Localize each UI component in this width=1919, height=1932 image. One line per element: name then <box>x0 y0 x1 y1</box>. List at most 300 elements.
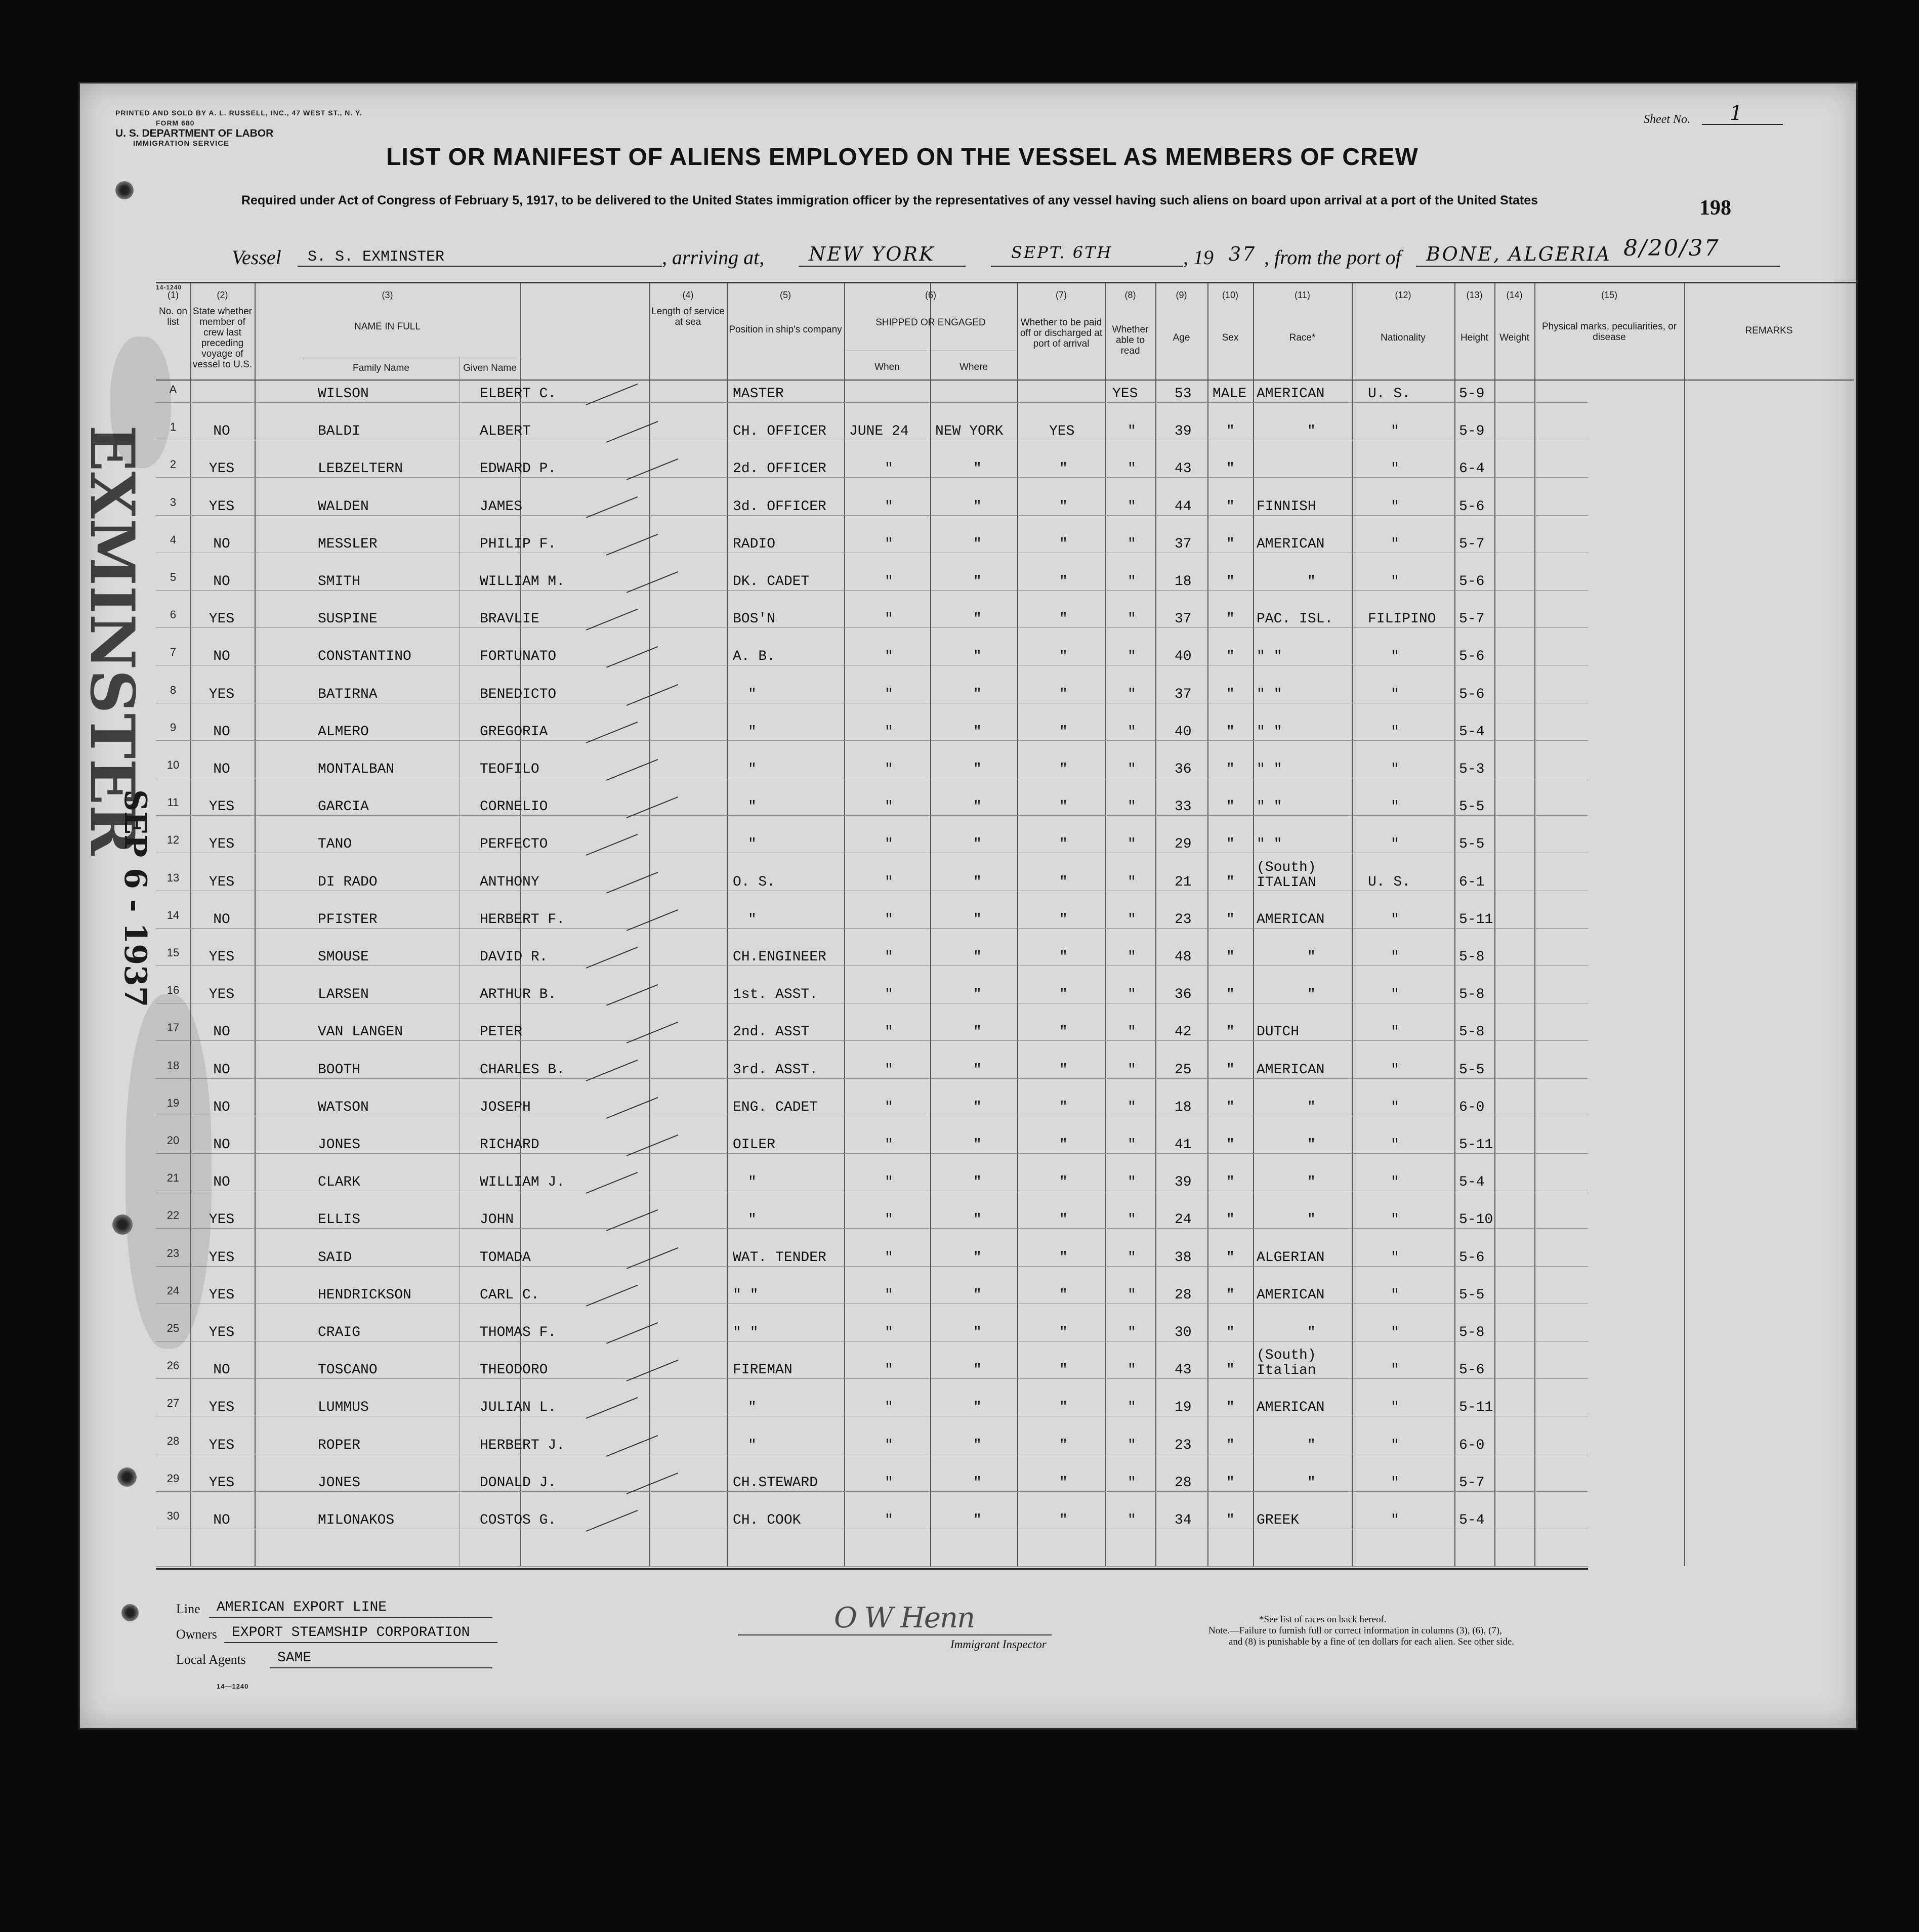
cell-height: 5-4 <box>1459 1174 1485 1191</box>
row-number: 26 <box>166 1359 180 1372</box>
cell-read: " <box>1128 949 1136 965</box>
agents-value: SAME <box>277 1650 312 1666</box>
cell-race: " <box>1307 987 1316 1003</box>
row-number: 19 <box>166 1096 180 1109</box>
cell-nat: " <box>1391 1475 1399 1491</box>
cell-when: " <box>885 874 893 890</box>
cell-nat: " <box>1391 1212 1399 1228</box>
sheet-number-value: 1 <box>1730 102 1743 125</box>
cell-when: " <box>885 1024 893 1040</box>
cell-paid: " <box>1059 1212 1068 1228</box>
cell-pos: " <box>748 1174 757 1191</box>
cell-height: 5-7 <box>1459 611 1485 627</box>
agents-label: Local Agents <box>176 1652 246 1667</box>
cell-prev: YES <box>208 611 235 627</box>
form-code-bottom: 14—1240 <box>217 1683 249 1690</box>
cell-read: " <box>1128 1325 1136 1340</box>
cell-paid: " <box>1059 1249 1068 1266</box>
cell-prev: NO <box>213 1062 230 1078</box>
cell-race: GREEK <box>1257 1513 1300 1528</box>
signature-line <box>738 1634 1052 1635</box>
cell-age: 39 <box>1175 424 1192 440</box>
cell-age: 21 <box>1175 874 1192 890</box>
cell-when: " <box>885 1400 893 1416</box>
cell-given: CARL C. <box>480 1287 539 1303</box>
cell-height: 5-6 <box>1459 649 1485 665</box>
cell-sex: " <box>1226 799 1235 815</box>
cell-sex: " <box>1226 911 1235 928</box>
column-header: State whether member of crew last preceding voyage of vessel to U.S. <box>192 306 253 370</box>
cell-race: " <box>1307 1212 1316 1228</box>
cell-age: 36 <box>1175 762 1192 777</box>
cell-when: " <box>885 1062 893 1078</box>
column-divider <box>1534 283 1535 1566</box>
cell-read: " <box>1128 799 1136 815</box>
cell-family: CONSTANTINO <box>318 649 411 665</box>
form-code: 14-1240 <box>156 284 182 291</box>
row-number: 30 <box>166 1509 180 1522</box>
handwritten-date: 8/20/37 <box>1623 235 1720 261</box>
cell-given: PETER <box>480 1024 523 1040</box>
row-number: 6 <box>170 608 177 621</box>
punch-hole <box>117 1467 137 1487</box>
cell-sex: " <box>1226 1212 1235 1228</box>
cell-height: 5-4 <box>1459 1513 1485 1528</box>
cell-pos: MASTER <box>733 386 784 402</box>
cell-family: LUMMUS <box>318 1400 369 1416</box>
cell-given: TEOFILO <box>480 762 539 777</box>
cell-race: " <box>1307 1475 1316 1491</box>
row-number: 3 <box>170 495 177 509</box>
cell-given: COSTOS G. <box>480 1513 557 1528</box>
cell-where: " <box>973 874 982 890</box>
row-number: 10 <box>166 759 180 771</box>
cell-height: 5-5 <box>1459 836 1485 853</box>
cell-pos: " <box>748 1437 757 1453</box>
cell-nat: " <box>1391 1325 1399 1340</box>
column-divider <box>1684 283 1685 1566</box>
row-rule <box>156 627 1588 628</box>
cell-height: 6-0 <box>1459 1099 1485 1115</box>
cell-age: 30 <box>1175 1325 1192 1340</box>
cell-given: JOHN <box>480 1212 514 1228</box>
cell-when: " <box>885 724 893 740</box>
cell-paid: YES <box>1049 424 1075 440</box>
cell-sex: MALE <box>1213 386 1247 402</box>
cell-paid: " <box>1059 724 1068 740</box>
cell-where: " <box>973 1400 982 1416</box>
cell-pos: OILER <box>733 1137 776 1153</box>
column-divider <box>1253 283 1254 1566</box>
cell-where: " <box>973 987 982 1003</box>
cell-nat: FILIPINO <box>1368 611 1436 627</box>
cell-where: " <box>973 799 982 815</box>
cell-family: GARCIA <box>318 799 369 815</box>
cell-given: CHARLES B. <box>480 1062 565 1078</box>
cell-read: " <box>1128 424 1136 440</box>
cell-nat: " <box>1391 1362 1399 1378</box>
row-rule <box>156 1378 1588 1379</box>
row-number: 27 <box>166 1397 180 1410</box>
cell-given: THOMAS F. <box>480 1325 557 1340</box>
row-number: A <box>169 383 177 396</box>
cell-read: " <box>1128 649 1136 665</box>
cell-sex: " <box>1226 724 1235 740</box>
cell-pos: " <box>748 911 757 928</box>
cell-family: WALDEN <box>318 498 369 515</box>
column-header: Race* <box>1289 332 1316 343</box>
row-rule <box>156 928 1588 929</box>
cell-nat: " <box>1391 686 1399 702</box>
cell-race: AMERICAN <box>1257 536 1325 552</box>
row-number: 14 <box>166 908 180 921</box>
cell-age: 25 <box>1175 1062 1192 1078</box>
side-stamp-vessel: EXMINSTER <box>76 425 148 856</box>
cell-race: " " <box>1257 649 1282 665</box>
cell-family: LEBZELTERN <box>318 461 403 477</box>
cell-family: TOSCANO <box>318 1362 378 1378</box>
cell-paid: " <box>1059 611 1068 627</box>
row-number: 23 <box>166 1246 180 1259</box>
cell-family: CRAIG <box>318 1325 361 1340</box>
cell-sex: " <box>1226 1475 1235 1491</box>
row-rule <box>156 515 1588 516</box>
cell-read: " <box>1128 574 1136 590</box>
cell-age: 33 <box>1175 799 1192 815</box>
cell-nat: " <box>1391 574 1399 590</box>
cell-sex: " <box>1226 574 1235 590</box>
cell-age: 43 <box>1175 461 1192 477</box>
cell-family: HENDRICKSON <box>318 1287 411 1303</box>
cell-height: 5-8 <box>1459 1325 1485 1340</box>
cell-family: VAN LANGEN <box>318 1024 403 1040</box>
column-divider <box>1352 283 1353 1566</box>
cell-height: 5-10 <box>1459 1212 1493 1228</box>
cell-given: BRAVLIE <box>480 611 539 627</box>
cell-pos: A. B. <box>733 649 776 665</box>
cell-age: 23 <box>1175 1437 1192 1453</box>
cell-when: " <box>885 1287 893 1303</box>
cell-prev: YES <box>208 1325 235 1340</box>
cell-family: CLARK <box>318 1174 361 1191</box>
cell-family: BALDI <box>318 424 361 440</box>
row-number: 8 <box>170 683 177 696</box>
cell-age: 28 <box>1175 1475 1192 1491</box>
column-number: (14) <box>1506 290 1523 300</box>
column-number: (2) <box>217 290 228 300</box>
cell-where: " <box>973 1325 982 1340</box>
column-number: (4) <box>682 290 694 300</box>
row-number: 11 <box>167 796 179 809</box>
cell-read: " <box>1128 498 1136 515</box>
cell-prev: YES <box>208 799 235 815</box>
column-header: Length of service at sea <box>651 306 725 327</box>
cell-age: 29 <box>1175 836 1192 853</box>
cell-where: " <box>973 1362 982 1378</box>
cell-pos: " <box>748 686 757 702</box>
cell-height: 5-5 <box>1459 1062 1485 1078</box>
cell-where: " <box>973 762 982 777</box>
cell-given: TOMADA <box>480 1249 531 1266</box>
cell-family: SMOUSE <box>318 949 369 965</box>
cell-paid: " <box>1059 1137 1068 1153</box>
shipped-split-divider <box>930 351 931 1566</box>
cell-nat: U. S. <box>1368 874 1411 890</box>
column-number: (7) <box>1056 290 1067 300</box>
cell-height: 5-3 <box>1459 762 1485 777</box>
cell-read: " <box>1128 1437 1136 1453</box>
table-bottom-rule <box>156 1568 1588 1570</box>
cell-nat: " <box>1391 536 1399 552</box>
cell-nat: " <box>1391 949 1399 965</box>
cell-given: WILLIAM M. <box>480 574 565 590</box>
cell-pos: 2d. OFFICER <box>733 461 826 477</box>
punch-hole <box>115 181 134 199</box>
column-header: Weight <box>1499 332 1529 343</box>
row-rule <box>156 740 1588 741</box>
cell-given: ELBERT C. <box>480 386 557 402</box>
cell-paid: " <box>1059 536 1068 552</box>
cell-when: " <box>885 762 893 777</box>
cell-read: " <box>1128 1137 1136 1153</box>
cell-pos: 3rd. ASST. <box>733 1062 818 1078</box>
cell-paid: " <box>1059 461 1068 477</box>
cell-age: 37 <box>1175 536 1192 552</box>
cell-pos: CH. OFFICER <box>733 424 826 440</box>
cell-prev: YES <box>208 836 235 853</box>
from-port-underline <box>1416 266 1780 267</box>
cell-nat: " <box>1391 1249 1399 1266</box>
cell-race: " <box>1307 1174 1316 1191</box>
cell-given: ARTHUR B. <box>480 987 557 1003</box>
cell-age: 53 <box>1175 386 1192 402</box>
cell-height: 5-11 <box>1459 911 1493 928</box>
cell-pos: " " <box>733 1325 759 1340</box>
cell-sex: " <box>1226 1400 1235 1416</box>
cell-pos: FIREMAN <box>733 1362 792 1378</box>
cell-prev: NO <box>213 536 230 552</box>
cell-sex: " <box>1226 1137 1235 1153</box>
cell-given: GREGORIA <box>480 724 548 740</box>
cell-when: " <box>885 461 893 477</box>
cell-race: AMERICAN <box>1257 1062 1325 1078</box>
punch-hole <box>112 1214 133 1235</box>
cell-age: 40 <box>1175 649 1192 665</box>
cell-nat: " <box>1391 1174 1399 1191</box>
cell-race: AMERICAN <box>1257 1287 1325 1303</box>
cell-given: THEODORO <box>480 1362 548 1378</box>
cell-pos: CH.STEWARD <box>733 1475 818 1491</box>
cell-age: 23 <box>1175 911 1192 928</box>
row-number: 1 <box>170 421 177 434</box>
cell-race: " <box>1307 574 1316 590</box>
cell-age: 34 <box>1175 1513 1192 1528</box>
cell-height: 5-8 <box>1459 987 1485 1003</box>
cell-nat: " <box>1391 987 1399 1003</box>
department-label: U. S. DEPARTMENT OF LABOR <box>115 128 274 139</box>
cell-prev: NO <box>213 1362 230 1378</box>
cell-prev: NO <box>213 1174 230 1191</box>
cell-paid: " <box>1059 949 1068 965</box>
row-number: 25 <box>166 1322 180 1334</box>
owners-label: Owners <box>176 1627 217 1642</box>
cell-given: DAVID R. <box>480 949 548 965</box>
cell-read: " <box>1128 1062 1136 1078</box>
row-number: 4 <box>170 533 177 546</box>
cell-age: 42 <box>1175 1024 1192 1040</box>
cell-height: 6-4 <box>1459 461 1485 477</box>
row-rule <box>156 1153 1588 1154</box>
cell-prev: YES <box>208 1475 235 1491</box>
row-rule <box>156 477 1588 478</box>
column-header: Height <box>1461 332 1488 343</box>
cell-pos: " <box>748 1212 757 1228</box>
row-number: 9 <box>170 721 177 734</box>
cell-family: ELLIS <box>318 1212 361 1228</box>
cell-when: " <box>885 836 893 853</box>
column-number: (1) <box>168 290 179 300</box>
arrival-port: NEW YORK <box>809 243 935 265</box>
column-divider <box>1017 283 1018 1566</box>
row-number: 24 <box>166 1284 180 1297</box>
cell-race: " <box>1307 1325 1316 1340</box>
cell-when: JUNE 24 <box>849 424 909 440</box>
owners-underline <box>224 1642 497 1643</box>
cell-where: " <box>973 574 982 590</box>
cell-where: " <box>973 1099 982 1115</box>
cell-where: " <box>973 1513 982 1528</box>
cell-where: " <box>973 649 982 665</box>
cell-nat: " <box>1391 424 1399 440</box>
cell-age: 37 <box>1175 611 1192 627</box>
row-number: 21 <box>166 1171 180 1185</box>
cell-read: " <box>1128 874 1136 890</box>
cell-height: 6-0 <box>1459 1437 1485 1453</box>
column-header: Nationality <box>1381 332 1426 343</box>
cell-when: " <box>885 911 893 928</box>
cell-family: BATIRNA <box>318 686 378 702</box>
cell-pos: DK. CADET <box>733 574 810 590</box>
cell-prev: YES <box>208 1437 235 1453</box>
cell-race: AMERICAN <box>1257 386 1325 402</box>
row-number: 22 <box>166 1209 180 1222</box>
column-header: Where <box>960 362 988 372</box>
side-date-stamp <box>16 213 153 1452</box>
column-header: SHIPPED OR ENGAGED <box>875 317 986 328</box>
cell-where: " <box>973 536 982 552</box>
cell-paid: " <box>1059 874 1068 890</box>
cell-race: AMERICAN <box>1257 1400 1325 1416</box>
cell-sex: " <box>1226 1062 1235 1078</box>
cell-sex: " <box>1226 649 1235 665</box>
cell-pos: 3d. OFFICER <box>733 498 826 515</box>
agents-underline <box>270 1667 492 1668</box>
date-underline <box>991 266 1183 267</box>
cell-height: 5-5 <box>1459 1287 1485 1303</box>
cell-age: 44 <box>1175 498 1192 515</box>
cell-prev: YES <box>208 874 235 890</box>
cell-when: " <box>885 498 893 515</box>
cell-height: 5-6 <box>1459 574 1485 590</box>
cell-prev: YES <box>208 686 235 702</box>
cell-given: PERFECTO <box>480 836 548 853</box>
cell-sex: " <box>1226 836 1235 853</box>
column-divider <box>1207 283 1208 1566</box>
cell-paid: " <box>1059 1362 1068 1378</box>
from-port-label: , from the port of <box>1264 246 1401 269</box>
cell-height: 5-9 <box>1459 424 1485 440</box>
row-number: 28 <box>166 1434 180 1447</box>
cell-nat: U. S. <box>1368 386 1411 402</box>
row-rule <box>156 965 1588 966</box>
arriving-label: , arriving at, <box>662 246 765 269</box>
cell-when: " <box>885 649 893 665</box>
cell-family: LARSEN <box>318 987 369 1003</box>
cell-age: 24 <box>1175 1212 1192 1228</box>
cell-height: 5-7 <box>1459 536 1485 552</box>
cell-where: NEW YORK <box>935 424 1004 440</box>
cell-age: 18 <box>1175 574 1192 590</box>
cell-family: MONTALBAN <box>318 762 395 777</box>
cell-where: " <box>973 1212 982 1228</box>
cell-prev: NO <box>213 1137 230 1153</box>
inspector-signature: O W Henn <box>834 1602 975 1634</box>
cell-race: " <box>1307 1099 1316 1115</box>
cell-sex: " <box>1226 1099 1235 1115</box>
cell-prev: NO <box>213 724 230 740</box>
column-divider <box>844 283 845 1566</box>
cell-family: TANO <box>318 836 352 853</box>
cell-prev: NO <box>213 1024 230 1040</box>
cell-where: " <box>973 1475 982 1491</box>
column-divider <box>1454 283 1455 1566</box>
cell-when: " <box>885 1249 893 1266</box>
cell-nat: " <box>1391 1024 1399 1040</box>
column-number: (9) <box>1176 290 1187 300</box>
cell-age: 38 <box>1175 1249 1192 1266</box>
cell-given: HERBERT F. <box>480 911 565 928</box>
cell-where: " <box>973 1137 982 1153</box>
cell-prev: YES <box>208 498 235 515</box>
cell-sex: " <box>1226 1174 1235 1191</box>
cell-height: 5-8 <box>1459 1024 1485 1040</box>
cell-height: 5-6 <box>1459 1362 1485 1378</box>
cell-family: WATSON <box>318 1099 369 1115</box>
row-number: 7 <box>170 646 177 659</box>
column-header: Given Name <box>463 363 517 373</box>
fine-note-2: and (8) is punishable by a fine of ten dollars for each alien. See other side. <box>1229 1636 1515 1647</box>
cell-family: SAID <box>318 1249 352 1266</box>
column-header: Whether able to read <box>1112 324 1149 356</box>
vessel-label: Vessel <box>232 246 281 269</box>
cell-pos: 2nd. ASST <box>733 1024 810 1040</box>
column-number: (11) <box>1295 290 1310 300</box>
cell-read: YES <box>1112 386 1138 402</box>
cell-read: " <box>1128 611 1136 627</box>
cell-race: " <box>1307 424 1316 440</box>
cell-paid: " <box>1059 498 1068 515</box>
cell-where: " <box>973 1062 982 1078</box>
departure-port: BONE, ALGERIA <box>1426 243 1611 265</box>
cell-sex: " <box>1226 1513 1235 1528</box>
cell-given: BENEDICTO <box>480 686 557 702</box>
column-number: (6) <box>925 290 936 300</box>
cell-prev: YES <box>208 987 235 1003</box>
cell-nat: " <box>1391 1099 1399 1115</box>
cell-given: JULIAN L. <box>480 1400 557 1416</box>
row-rule <box>156 1566 1588 1567</box>
cell-sex: " <box>1226 1287 1235 1303</box>
